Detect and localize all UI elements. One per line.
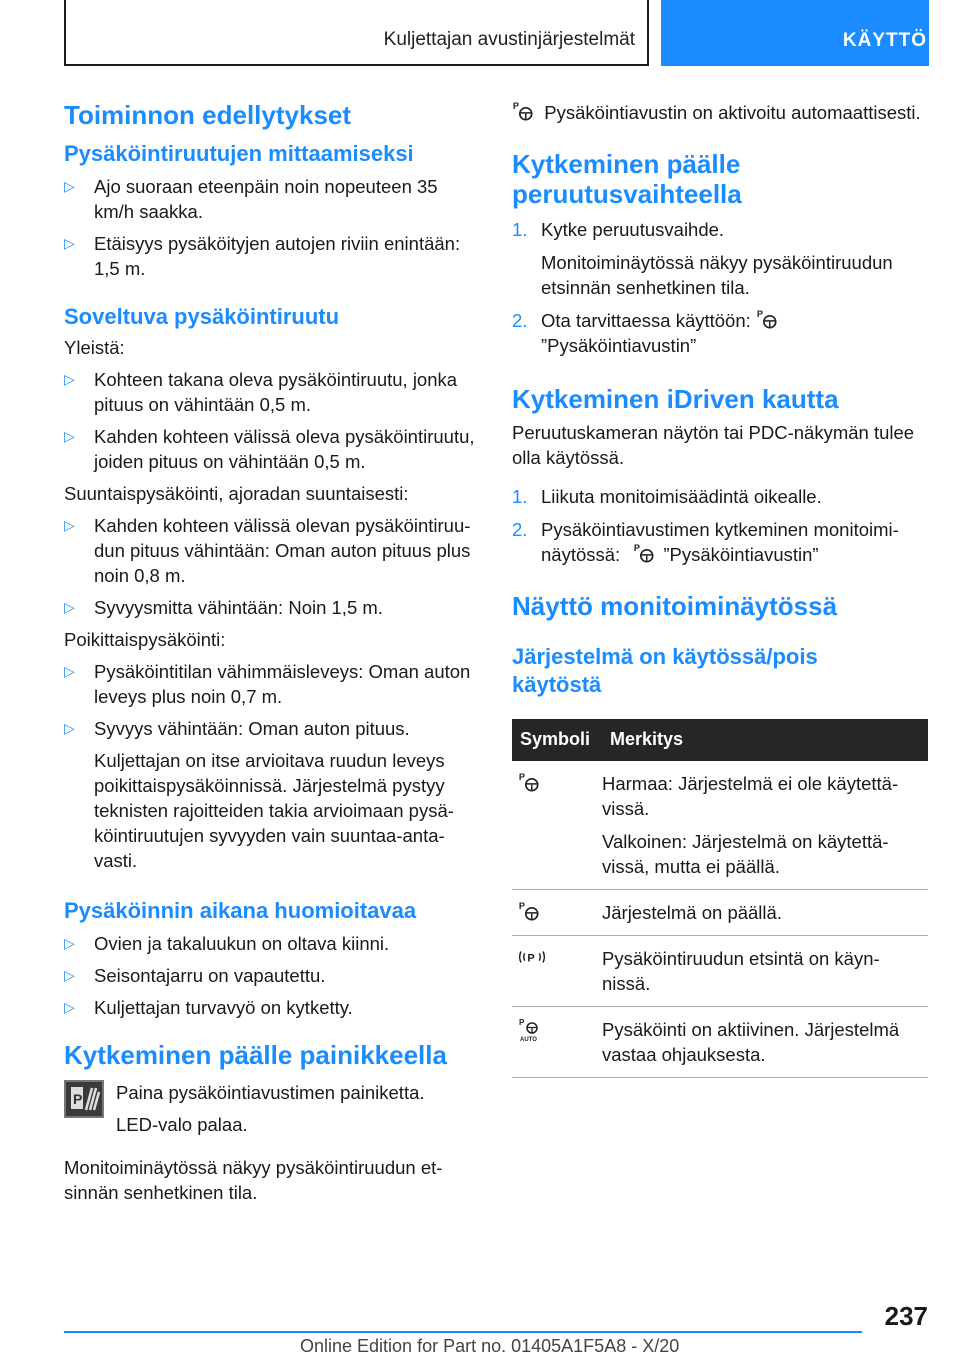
parking-assist-icon: [518, 771, 540, 793]
left-column: [64, 100, 480, 1205]
parking-assist-button-icon: [64, 1080, 104, 1118]
button-status-text: Monitoiminäytössä näkyy pysäköintiruudun etsinnän senhetkinen tila.: [64, 1157, 443, 1203]
svg-text:P: P: [527, 952, 535, 965]
during-list: [64, 931, 480, 1020]
triangle-bullet-icon: ▷: [64, 999, 75, 1015]
list-item: ▷ Kohteen takana oleva pysäköintiruutu, jonka pituus on vähintään 0,5 m.: [64, 369, 458, 415]
section-tab: [64, 0, 649, 66]
table-row: P AUTO Pysäköinti on aktiivinen. Järjestelmä vastaa ohjauksesta.: [512, 1007, 928, 1078]
heading-prerequisites: Toiminnon edellytykset: [64, 100, 352, 130]
list-item: ▷ Ajo suoraan eteenpäin noin nopeuteen 35 km/h saakka.: [64, 176, 438, 222]
triangle-bullet-icon: ▷: [64, 428, 75, 444]
heading-suitable: Soveltuva pysäköintiruutu: [64, 304, 340, 329]
parking-auto-icon: [518, 1017, 544, 1043]
heading-reverse-gear: Kytkeminen päälle peruutusvaihteella: [512, 149, 742, 209]
svg-text:P: P: [512, 101, 520, 112]
button-instruction: [64, 1080, 480, 1137]
list-item: ▷ Seisontajarru on vapautettu.: [64, 965, 326, 986]
parallel-label: Suuntaispysäköinti, ajoradan suuntaisesti:: [64, 483, 409, 504]
right-column: [512, 100, 928, 1078]
list-item: ▷ Syvyysmitta vähintään: Noin 1,5 m.: [64, 597, 383, 618]
triangle-bullet-icon: ▷: [64, 599, 75, 615]
list-item: ▷ Kahden kohteen välissä olevan pysäköintiruudun pituus vähintään: Oman auton pituus plus noin 0,8 m.: [64, 515, 471, 586]
heading-system-status: Järjestelmä on käytössä/pois käytöstä: [512, 644, 818, 697]
parking-search-icon: [518, 946, 546, 968]
triangle-bullet-icon: ▷: [64, 720, 75, 736]
svg-text:P: P: [756, 309, 763, 320]
triangle-bullet-icon: ▷: [64, 967, 75, 983]
column-header-symbol: Symboli: [512, 719, 602, 761]
page-number: 237: [884, 1301, 928, 1331]
chapter-title: KÄYTTÖ: [842, 30, 927, 51]
triangle-bullet-icon: ▷: [64, 935, 75, 951]
column-header-meaning: Merkitys: [602, 719, 928, 761]
measure-list: [64, 174, 480, 281]
heading-display: Näyttö monitoiminäytössä: [512, 591, 838, 621]
button-step-2: LED-valo palaa.: [116, 1114, 248, 1135]
triangle-bullet-icon: ▷: [64, 517, 75, 533]
triangle-bullet-icon: ▷: [64, 235, 75, 251]
section-title: Kuljettajan avustinjärjestelmät: [383, 29, 635, 50]
heading-idrive: Kytkeminen iDriven kautta: [512, 384, 839, 414]
table-row: P Harmaa: Järjestelmä ei ole käytettävissä. Valkoinen: Järjestelmä on käytettävissä, mutta ei päällä.: [512, 761, 928, 890]
idrive-steps: [512, 484, 928, 567]
idrive-intro: Peruutuskameran näytön tai PDC-näkymän tulee olla käytössä.: [512, 422, 915, 468]
parking-assist-icon: [756, 308, 778, 330]
button-step-1: Paina pysäköintiavustimen painiketta.: [116, 1082, 425, 1103]
list-item: 1. Liikuta monitoimisäädintä oikealle.: [512, 486, 822, 507]
page-header: [64, 0, 929, 66]
list-item: 2. Pysäköintiavustimen kytkeminen monitoiminäytössä: P ”Pysäköintiavustin”: [512, 519, 899, 565]
svg-text:P: P: [518, 772, 526, 783]
list-item: 1. Kytke peruutusvaihde. Monitoiminäytössä näkyy pysäköintiruudun etsinnän senhetkinen tila.: [512, 219, 893, 298]
svg-text:P: P: [518, 901, 526, 912]
general-label: Yleistä:: [64, 337, 125, 358]
parking-assist-icon: [512, 100, 534, 122]
list-item: ▷ Etäisyys pysäköityjen autojen riviin enintään: 1,5 m.: [64, 233, 461, 279]
auto-activated-text: P Pysäköintiavustin on aktivoitu automaattisesti.: [512, 101, 921, 123]
svg-text:P: P: [519, 1018, 525, 1027]
table-row: P Pysäköintiruudun etsintä on käynnissä.: [512, 936, 928, 1007]
triangle-bullet-icon: ▷: [64, 663, 75, 679]
edition-text: Online Edition for Part no. 01405A1F5A8 - X/20: [300, 1336, 680, 1356]
perpendicular-label: Poikittaispysäköinti:: [64, 629, 226, 650]
list-item: ▷ Kuljettajan turvavyö on kytketty.: [64, 997, 353, 1018]
list-item: 2. Ota tarvittaessa käyttöön: P ”Pysäköintiavustin”: [512, 308, 928, 358]
symbol-table: [512, 719, 928, 1078]
parking-assist-icon: [518, 900, 540, 922]
parallel-list: [64, 513, 480, 620]
heading-during-parking: Pysäköinnin aikana huomioitavaa: [64, 898, 417, 923]
chapter-tab: [661, 0, 929, 66]
perpendicular-list: [64, 659, 480, 873]
heading-button-activation: Kytkeminen päälle painikkeella: [64, 1040, 447, 1070]
reverse-steps: [512, 217, 928, 358]
heading-measure: Pysäköintiruutujen mittaamiseksi: [64, 141, 414, 166]
footer-divider: [64, 1331, 862, 1333]
triangle-bullet-icon: ▷: [64, 371, 75, 387]
list-item: ▷ Kahden kohteen välissä oleva pysäköintiruutu, joiden pituus on vähintään 0,5 m.: [64, 426, 475, 472]
table-row: P Järjestelmä on päällä.: [512, 890, 928, 936]
svg-text:P: P: [634, 543, 641, 554]
list-item: ▷ Pysäköintitilan vähimmäisleveys: Oman auton leveys plus noin 0,7 m.: [64, 661, 471, 707]
general-list: [64, 367, 480, 474]
list-item: ▷ Ovien ja takaluukun on oltava kiinni.: [64, 933, 390, 954]
svg-text:AUTO: AUTO: [520, 1037, 537, 1043]
svg-text:P: P: [73, 1091, 83, 1107]
parking-assist-icon: [633, 542, 655, 564]
list-item: ▷ Syvyys vähintään: Oman auton pituus. Kuljettajan on itse arvioitava ruudun leveys poikittaispysäköinnissä. Järjestelmä pystyy teknisten rajoitteiden takia arvioimaan pysäköintiruutujen syvyyden vain suuntaa-antavasti.: [64, 716, 480, 873]
triangle-bullet-icon: ▷: [64, 178, 75, 194]
perpendicular-note: Kuljettajan on itse arvioitava ruudun leveys poikittaispysäköinnissä. Järjestelmä pystyy teknisten rajoitteiden takia arvioimaan pysäköintiruutujen syvyyden vain suuntaa-antavasti.: [94, 750, 454, 871]
